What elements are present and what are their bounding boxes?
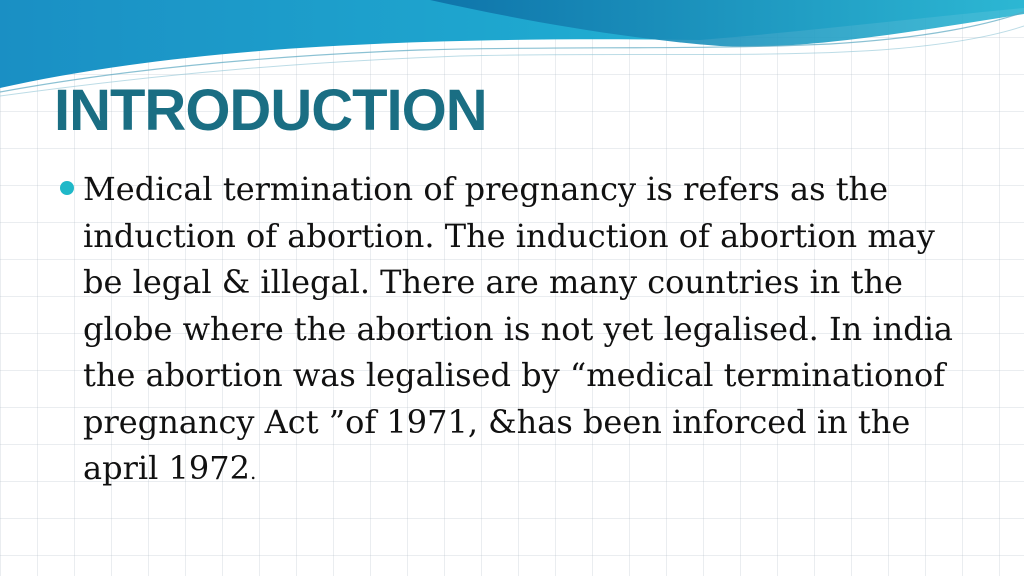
bullet-text (83, 166, 963, 496)
bullet-line: Medical termination of pregnancy is refers as the (83, 170, 889, 208)
bullet-line: be legal & illegal. There are many countries in the (83, 263, 903, 301)
bullet-line: april 1972 (83, 449, 250, 487)
slide-title: INTRODUCTION (54, 78, 487, 143)
bullet-dot-icon (60, 181, 74, 195)
bullet-last-line (83, 445, 963, 496)
bullet-line: the abortion was legalised by “medical terminationof (83, 356, 946, 394)
final-period: . (249, 460, 257, 484)
bullet-line: pregnancy Act ”of 1971, &has been inforced in the (83, 402, 911, 441)
bullet-line: globe where the abortion is not yet legalised. In india (83, 309, 953, 348)
bullet-line: induction of abortion. The induction of abortion may (83, 216, 935, 255)
